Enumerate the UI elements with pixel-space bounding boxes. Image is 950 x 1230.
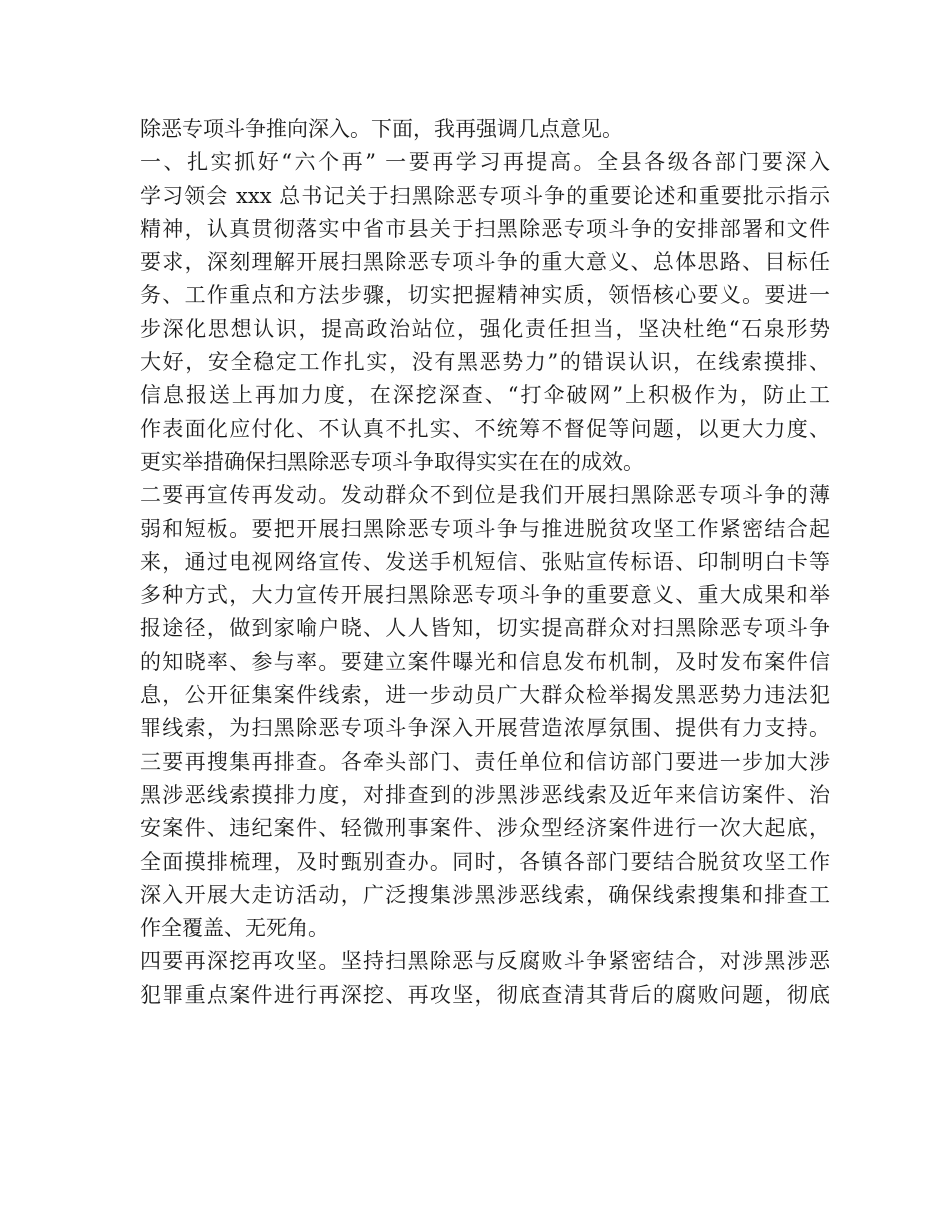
text-line: 安案件、违纪案件、轻微刑事案件、涉众型经济案件进行一次大起底， (140, 816, 830, 841)
text-line: 要求，深刻理解开展扫黑除恶专项斗争的重大意义、总体思路、目标任 (140, 250, 830, 275)
text-line: 的知晓率、参与率。要建立案件曝光和信息发布机制，及时发布案件信 (140, 649, 830, 674)
text-line: 三要再搜集再排查。各牵头部门、责任单位和信访部门要进一步加大涉 (140, 749, 830, 774)
document-body-text (140, 113, 830, 1012)
text-line: 信息报送上再加力度，在深挖深查、“打伞破网”上积极作为，防止工 (140, 383, 830, 408)
text-line: 报途径，做到家喻户晓、人人皆知，切实提高群众对扫黑除恶专项斗争 (140, 616, 830, 641)
text-line: 学习领会 xxx 总书记关于扫黑除恶专项斗争的重要论述和重要批示指示 (140, 183, 830, 208)
text-line: 深入开展大走访活动，广泛搜集涉黑涉恶线索，确保线索搜集和排查工 (140, 882, 830, 907)
text-line: 更实举措确保扫黑除恶专项斗争取得实实在在的成效。 (140, 449, 644, 474)
text-line: 除恶专项斗争推向深入。下面，我再强调几点意见。 (140, 117, 623, 141)
text-line: 犯罪重点案件进行再深挖、再攻坚，彻底查清其背后的腐败问题，彻底 (140, 982, 830, 1007)
text-line: 大好，安全稳定工作扎实，没有黑恶势力”的错误认识，在线索摸排、 (140, 350, 830, 375)
text-line: 作全覆盖、无死角。 (140, 916, 329, 941)
text-line: 步深化思想认识，提高政治站位，强化责任担当，坚决杜绝“石泉形势 (140, 316, 830, 341)
text-line: 务、工作重点和方法步骤，切实把握精神实质，领悟核心要义。要进一 (140, 283, 830, 308)
text-line: 全面摸排梳理，及时甄别查办。同时，各镇各部门要结合脱贫攻坚工作 (140, 849, 830, 874)
text-line: 多种方式，大力宣传开展扫黑除恶专项斗争的重要意义、重大成果和举 (140, 583, 830, 608)
text-line: 黑涉恶线索摸排力度，对排查到的涉黑涉恶线索及近年来信访案件、治 (140, 782, 830, 807)
text-line: 罪线索，为扫黑除恶专项斗争深入开展营造浓厚氛围、提供有力支持。 (140, 716, 830, 741)
text-line: 精神，认真贯彻落实中省市县关于扫黑除恶专项斗争的安排部署和文件 (140, 216, 830, 241)
text-line: 来，通过电视网络宣传、发送手机短信、张贴宣传标语、印制明白卡等 (140, 549, 830, 574)
text-line: 作表面化应付化、不认真不扎实、不统筹不督促等问题，以更大力度、 (140, 416, 830, 441)
text-line: 四要再深挖再攻坚。坚持扫黑除恶与反腐败斗争紧密结合，对涉黑涉恶 (140, 949, 830, 974)
text-line: 息，公开征集案件线索，进一步动员广大群众检举揭发黑恶势力违法犯 (140, 683, 830, 708)
text-line: 一、扎实抓好“六个再” 一要再学习再提高。全县各级各部门要深入 (140, 150, 830, 175)
text-line: 二要再宣传再发动。发动群众不到位是我们开展扫黑除恶专项斗争的薄 (140, 483, 830, 508)
text-line: 弱和短板。要把开展扫黑除恶专项斗争与推进脱贫攻坚工作紧密结合起 (140, 516, 830, 541)
